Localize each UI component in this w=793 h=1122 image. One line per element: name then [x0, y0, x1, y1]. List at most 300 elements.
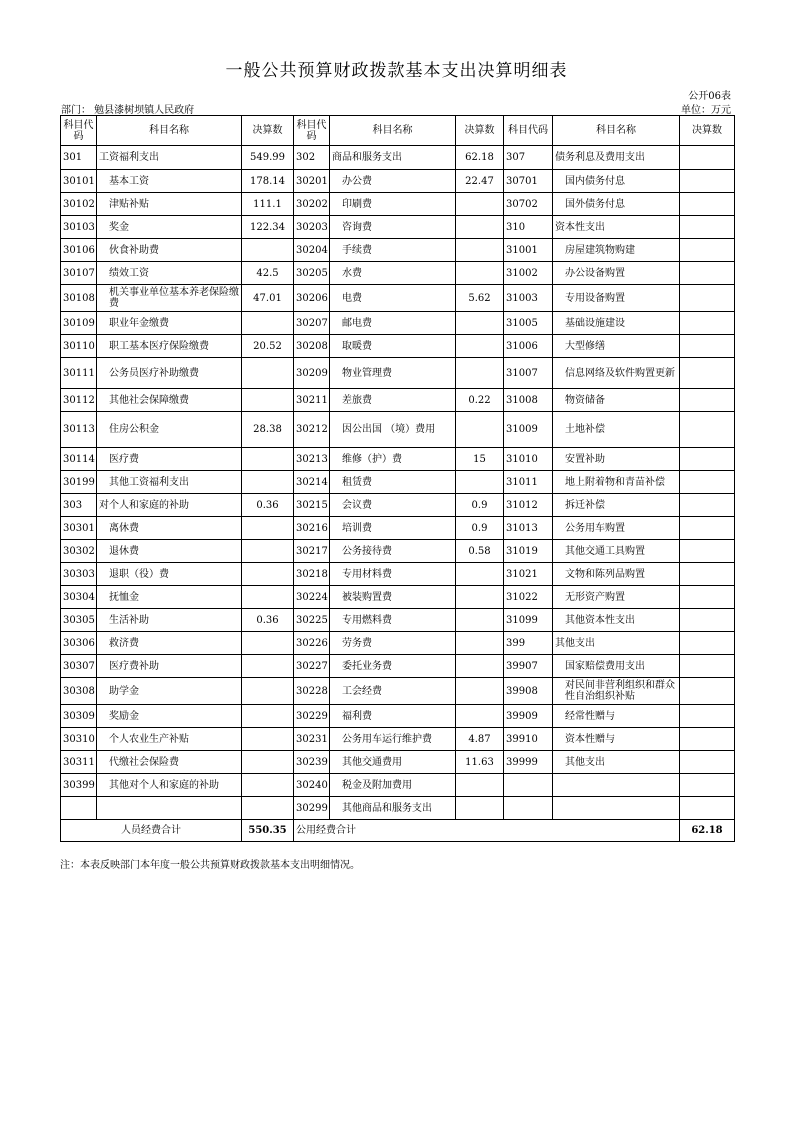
cell-name: 退职（役）费	[97, 563, 242, 586]
cell-code: 30226	[294, 632, 330, 655]
cell-code: 30112	[61, 389, 97, 412]
cell-amount: 62.18	[456, 146, 504, 170]
cell-amount	[242, 563, 294, 586]
public-total-value: 62.18	[680, 820, 735, 842]
cell-name: 差旅费	[330, 389, 456, 412]
cell-amount: 47.01	[242, 285, 294, 312]
header-cell: 决算数	[456, 116, 504, 146]
cell-code: 30209	[294, 358, 330, 389]
cell-amount: 0.9	[456, 517, 504, 540]
header-cell: 科目代码	[61, 116, 97, 146]
cell-code: 30229	[294, 705, 330, 728]
cell-name: 工资福利支出	[97, 146, 242, 170]
cell-amount	[456, 774, 504, 797]
cell-name: 国外债务付息	[553, 193, 680, 216]
cell-name: 地上附着物和青苗补偿	[553, 471, 680, 494]
page-title: 一般公共预算财政拨款基本支出决算明细表	[225, 61, 568, 81]
cell-amount	[242, 312, 294, 335]
cell-code: 31008	[504, 389, 553, 412]
cell-name: 土地补偿	[553, 412, 680, 448]
cell-code: 30212	[294, 412, 330, 448]
cell-amount	[242, 358, 294, 389]
cell-code: 30214	[294, 471, 330, 494]
table-row	[61, 216, 735, 239]
cell-amount: 0.58	[456, 540, 504, 563]
table-row	[61, 655, 735, 678]
cell-code: 30239	[294, 751, 330, 774]
cell-code: 30224	[294, 586, 330, 609]
cell-amount	[680, 389, 735, 412]
cell-code: 302	[294, 146, 330, 170]
cell-amount	[456, 797, 504, 820]
cell-code: 30299	[294, 797, 330, 820]
cell-code: 31099	[504, 609, 553, 632]
header-cell: 科目代码	[504, 116, 553, 146]
cell-code: 31005	[504, 312, 553, 335]
cell-name: 印刷费	[330, 193, 456, 216]
cell-name: 离休费	[97, 517, 242, 540]
cell-name: 国内债务付息	[553, 170, 680, 193]
cell-name: 资本性赠与	[553, 728, 680, 751]
cell-code: 30231	[294, 728, 330, 751]
cell-amount	[456, 655, 504, 678]
cell-name: 机关事业单位基本养老保险缴费	[97, 285, 242, 312]
cell-code: 31019	[504, 540, 553, 563]
cell-code: 30108	[61, 285, 97, 312]
cell-amount	[242, 655, 294, 678]
table-row	[61, 494, 735, 517]
cell-amount	[456, 471, 504, 494]
cell-code: 31011	[504, 471, 553, 494]
cell-amount: 4.87	[456, 728, 504, 751]
cell-name: 奖金	[97, 216, 242, 239]
cell-name: 国家赔偿费用支出	[553, 655, 680, 678]
unit-label: 单位：万元	[681, 105, 731, 116]
cell-code: 303	[61, 494, 97, 517]
table-row	[61, 586, 735, 609]
cell-amount: 22.47	[456, 170, 504, 193]
cell-amount	[680, 312, 735, 335]
cell-amount	[456, 239, 504, 262]
table-row	[61, 239, 735, 262]
cell-name: 大型修缮	[553, 335, 680, 358]
table-row	[61, 193, 735, 216]
cell-name: 对个人和家庭的补助	[97, 494, 242, 517]
cell-amount: 122.34	[242, 216, 294, 239]
cell-name: 其他交通工具购置	[553, 540, 680, 563]
cell-code: 30225	[294, 609, 330, 632]
cell-name: 经常性赠与	[553, 705, 680, 728]
cell-amount	[242, 239, 294, 262]
cell-code: 30240	[294, 774, 330, 797]
cell-code: 310	[504, 216, 553, 239]
cell-name: 公务用车购置	[553, 517, 680, 540]
cell-amount	[456, 358, 504, 389]
cell-amount	[456, 262, 504, 285]
cell-name: 电费	[330, 285, 456, 312]
cell-amount: 0.36	[242, 494, 294, 517]
cell-amount	[242, 678, 294, 705]
cell-amount	[456, 216, 504, 239]
table-row	[61, 146, 735, 170]
cell-name: 物业管理费	[330, 358, 456, 389]
table-row	[61, 728, 735, 751]
cell-code: 39908	[504, 678, 553, 705]
personnel-total-label: 人员经费合计	[61, 820, 242, 842]
cell-amount: 0.36	[242, 609, 294, 632]
cell-code: 31021	[504, 563, 553, 586]
cell-code: 30702	[504, 193, 553, 216]
cell-amount: 42.5	[242, 262, 294, 285]
cell-name: 职业年金缴费	[97, 312, 242, 335]
cell-code: 30304	[61, 586, 97, 609]
cell-code	[504, 774, 553, 797]
cell-code: 30204	[294, 239, 330, 262]
cell-code: 30309	[61, 705, 97, 728]
table-row	[61, 797, 735, 820]
cell-name: 咨询费	[330, 216, 456, 239]
cell-code: 39909	[504, 705, 553, 728]
cell-amount	[680, 540, 735, 563]
cell-amount: 0.9	[456, 494, 504, 517]
header-cell: 科目代码	[294, 116, 330, 146]
cell-amount	[680, 146, 735, 170]
cell-amount	[680, 705, 735, 728]
cell-amount	[242, 632, 294, 655]
cell-code: 30216	[294, 517, 330, 540]
header-cell: 科目名称	[330, 116, 456, 146]
cell-amount	[242, 540, 294, 563]
cell-amount	[242, 774, 294, 797]
cell-amount	[456, 632, 504, 655]
cell-code: 30215	[294, 494, 330, 517]
cell-code: 30202	[294, 193, 330, 216]
cell-name: 邮电费	[330, 312, 456, 335]
cell-amount	[680, 335, 735, 358]
cell-code: 39999	[504, 751, 553, 774]
cell-code: 30306	[61, 632, 97, 655]
cell-code: 30228	[294, 678, 330, 705]
cell-amount	[680, 358, 735, 389]
cell-code: 30305	[61, 609, 97, 632]
cell-name: 水费	[330, 262, 456, 285]
cell-name: 专用材料费	[330, 563, 456, 586]
cell-code: 30106	[61, 239, 97, 262]
table-row	[61, 751, 735, 774]
cell-name: 其他交通费用	[330, 751, 456, 774]
cell-name: 其他商品和服务支出	[330, 797, 456, 820]
cell-name: 劳务费	[330, 632, 456, 655]
cell-name: 其他资本性支出	[553, 609, 680, 632]
cell-amount: 28.38	[242, 412, 294, 448]
cell-amount: 111.1	[242, 193, 294, 216]
cell-name: 对民间非营利组织和群众性自治组织补贴	[553, 678, 680, 705]
header-cell: 科目名称	[97, 116, 242, 146]
cell-name: 公务员医疗补助缴费	[97, 358, 242, 389]
cell-code: 31012	[504, 494, 553, 517]
cell-amount	[242, 797, 294, 820]
cell-code: 30399	[61, 774, 97, 797]
cell-name: 其他工资福利支出	[97, 471, 242, 494]
cell-amount	[242, 389, 294, 412]
cell-name: 办公设备购置	[553, 262, 680, 285]
cell-amount: 20.52	[242, 335, 294, 358]
cell-code: 30308	[61, 678, 97, 705]
cell-amount	[456, 705, 504, 728]
cell-amount	[680, 797, 735, 820]
cell-code	[61, 797, 97, 820]
cell-name: 无形资产购置	[553, 586, 680, 609]
cell-code: 31003	[504, 285, 553, 312]
cell-name	[553, 797, 680, 820]
cell-code: 39910	[504, 728, 553, 751]
cell-amount	[680, 609, 735, 632]
cell-code: 30101	[61, 170, 97, 193]
cell-code: 30227	[294, 655, 330, 678]
cell-amount	[242, 517, 294, 540]
table-row	[61, 609, 735, 632]
cell-name: 资本性支出	[553, 216, 680, 239]
cell-code: 30103	[61, 216, 97, 239]
table-row	[61, 678, 735, 705]
cell-code: 30217	[294, 540, 330, 563]
cell-amount	[456, 586, 504, 609]
cell-code: 30113	[61, 412, 97, 448]
cell-name: 其他支出	[553, 632, 680, 655]
cell-amount	[680, 170, 735, 193]
table-row	[61, 448, 735, 471]
cell-code: 30110	[61, 335, 97, 358]
cell-code: 31001	[504, 239, 553, 262]
cell-amount	[680, 678, 735, 705]
table-row	[61, 389, 735, 412]
cell-name: 救济费	[97, 632, 242, 655]
cell-name: 信息网络及软件购置更新	[553, 358, 680, 389]
cell-name: 伙食补助费	[97, 239, 242, 262]
cell-name: 生活补助	[97, 609, 242, 632]
cell-amount	[680, 774, 735, 797]
cell-amount	[680, 471, 735, 494]
cell-name: 抚恤金	[97, 586, 242, 609]
cell-name: 安置补助	[553, 448, 680, 471]
cell-code: 31010	[504, 448, 553, 471]
table-row	[61, 335, 735, 358]
cell-name: 助学金	[97, 678, 242, 705]
cell-name: 税金及附加费用	[330, 774, 456, 797]
cell-amount	[456, 412, 504, 448]
cell-name: 住房公积金	[97, 412, 242, 448]
cell-amount	[680, 448, 735, 471]
cell-amount	[680, 655, 735, 678]
cell-code: 301	[61, 146, 97, 170]
cell-amount	[680, 728, 735, 751]
table-row	[61, 412, 735, 448]
table-row	[61, 632, 735, 655]
table-row	[61, 517, 735, 540]
cell-name: 取暖费	[330, 335, 456, 358]
cell-amount	[242, 448, 294, 471]
cell-code: 30303	[61, 563, 97, 586]
table-row	[61, 705, 735, 728]
cell-name: 公务用车运行维护费	[330, 728, 456, 751]
cell-amount	[680, 262, 735, 285]
cell-code: 30311	[61, 751, 97, 774]
cell-name: 福利费	[330, 705, 456, 728]
cell-name: 债务利息及费用支出	[553, 146, 680, 170]
cell-name: 会议费	[330, 494, 456, 517]
public-total-label: 公用经费合计	[294, 820, 680, 842]
cell-code: 30701	[504, 170, 553, 193]
cell-name: 维修（护）费	[330, 448, 456, 471]
personnel-total-value: 550.35	[242, 820, 294, 842]
cell-name: 文物和陈列品购置	[553, 563, 680, 586]
cell-code: 39907	[504, 655, 553, 678]
cell-amount: 15	[456, 448, 504, 471]
cell-amount	[680, 751, 735, 774]
header-cell: 决算数	[242, 116, 294, 146]
cell-amount: 549.99	[242, 146, 294, 170]
cell-name: 个人农业生产补贴	[97, 728, 242, 751]
totals-row	[61, 820, 735, 842]
cell-amount	[680, 494, 735, 517]
cell-amount	[680, 412, 735, 448]
table-row	[61, 774, 735, 797]
cell-name: 商品和服务支出	[330, 146, 456, 170]
cell-code: 30109	[61, 312, 97, 335]
department-label: 部门： 勉县漆树坝镇人民政府	[61, 105, 195, 116]
cell-name: 其他对个人和家庭的补助	[97, 774, 242, 797]
cell-name: 代缴社会保险费	[97, 751, 242, 774]
cell-code: 30201	[294, 170, 330, 193]
cell-code: 30310	[61, 728, 97, 751]
cell-name: 专用设备购置	[553, 285, 680, 312]
table-row	[61, 312, 735, 335]
cell-name: 工会经费	[330, 678, 456, 705]
cell-amount	[242, 705, 294, 728]
table-row	[61, 170, 735, 193]
cell-name: 奖励金	[97, 705, 242, 728]
table-row	[61, 285, 735, 312]
cell-code: 30203	[294, 216, 330, 239]
cell-name: 房屋建筑物购建	[553, 239, 680, 262]
cell-code: 30301	[61, 517, 97, 540]
table-note: 注：本表反映部门本年度一般公共预算财政拨款基本支出明细情况。	[60, 860, 360, 871]
cell-name: 因公出国 （境）费用	[330, 412, 456, 448]
cell-code: 31009	[504, 412, 553, 448]
cell-amount	[680, 517, 735, 540]
cell-code: 30207	[294, 312, 330, 335]
cell-name: 拆迁补偿	[553, 494, 680, 517]
cell-amount	[242, 586, 294, 609]
cell-name: 公务接待费	[330, 540, 456, 563]
cell-name: 办公费	[330, 170, 456, 193]
cell-code: 30102	[61, 193, 97, 216]
cell-code: 30211	[294, 389, 330, 412]
header-cell: 科目名称	[553, 116, 680, 146]
table-row	[61, 358, 735, 389]
cell-name: 医疗费	[97, 448, 242, 471]
cell-name	[97, 797, 242, 820]
table-row	[61, 262, 735, 285]
cell-code: 31006	[504, 335, 553, 358]
cell-name: 委托业务费	[330, 655, 456, 678]
cell-code: 31013	[504, 517, 553, 540]
header-cell: 决算数	[680, 116, 735, 146]
cell-amount: 0.22	[456, 389, 504, 412]
cell-name: 退休费	[97, 540, 242, 563]
cell-amount: 178.14	[242, 170, 294, 193]
cell-name: 被装购置费	[330, 586, 456, 609]
cell-code: 30213	[294, 448, 330, 471]
cell-amount	[456, 312, 504, 335]
form-code: 公开06表	[688, 91, 731, 102]
table-row	[61, 540, 735, 563]
cell-code: 30114	[61, 448, 97, 471]
cell-code: 30107	[61, 262, 97, 285]
cell-amount	[680, 563, 735, 586]
cell-name: 医疗费补助	[97, 655, 242, 678]
cell-code: 307	[504, 146, 553, 170]
cell-code: 399	[504, 632, 553, 655]
cell-amount	[680, 632, 735, 655]
cell-name: 其他社会保障缴费	[97, 389, 242, 412]
cell-name: 津贴补贴	[97, 193, 242, 216]
cell-amount	[242, 751, 294, 774]
cell-name: 基本工资	[97, 170, 242, 193]
cell-amount	[680, 193, 735, 216]
cell-name: 职工基本医疗保险缴费	[97, 335, 242, 358]
cell-amount	[456, 335, 504, 358]
cell-code: 30205	[294, 262, 330, 285]
header-row	[61, 116, 735, 146]
cell-amount: 11.63	[456, 751, 504, 774]
cell-code: 30218	[294, 563, 330, 586]
cell-name: 绩效工资	[97, 262, 242, 285]
cell-name	[553, 774, 680, 797]
cell-code: 30302	[61, 540, 97, 563]
cell-name: 专用燃料费	[330, 609, 456, 632]
cell-code: 31007	[504, 358, 553, 389]
cell-code: 30111	[61, 358, 97, 389]
cell-code: 31002	[504, 262, 553, 285]
cell-amount	[680, 586, 735, 609]
cell-code	[504, 797, 553, 820]
cell-name: 基础设施建设	[553, 312, 680, 335]
cell-name: 手续费	[330, 239, 456, 262]
cell-name: 物资储备	[553, 389, 680, 412]
cell-amount	[680, 216, 735, 239]
cell-name: 租赁费	[330, 471, 456, 494]
cell-amount	[456, 563, 504, 586]
cell-code: 30208	[294, 335, 330, 358]
cell-code: 30206	[294, 285, 330, 312]
cell-amount	[456, 193, 504, 216]
cell-amount	[456, 609, 504, 632]
expenditure-table	[60, 115, 735, 842]
cell-code: 31022	[504, 586, 553, 609]
table-row	[61, 471, 735, 494]
cell-amount: 5.62	[456, 285, 504, 312]
cell-name: 培训费	[330, 517, 456, 540]
cell-code: 30307	[61, 655, 97, 678]
cell-amount	[456, 678, 504, 705]
table-row	[61, 563, 735, 586]
cell-name: 其他支出	[553, 751, 680, 774]
cell-amount	[680, 239, 735, 262]
cell-amount	[242, 471, 294, 494]
cell-code: 30199	[61, 471, 97, 494]
cell-amount	[242, 728, 294, 751]
